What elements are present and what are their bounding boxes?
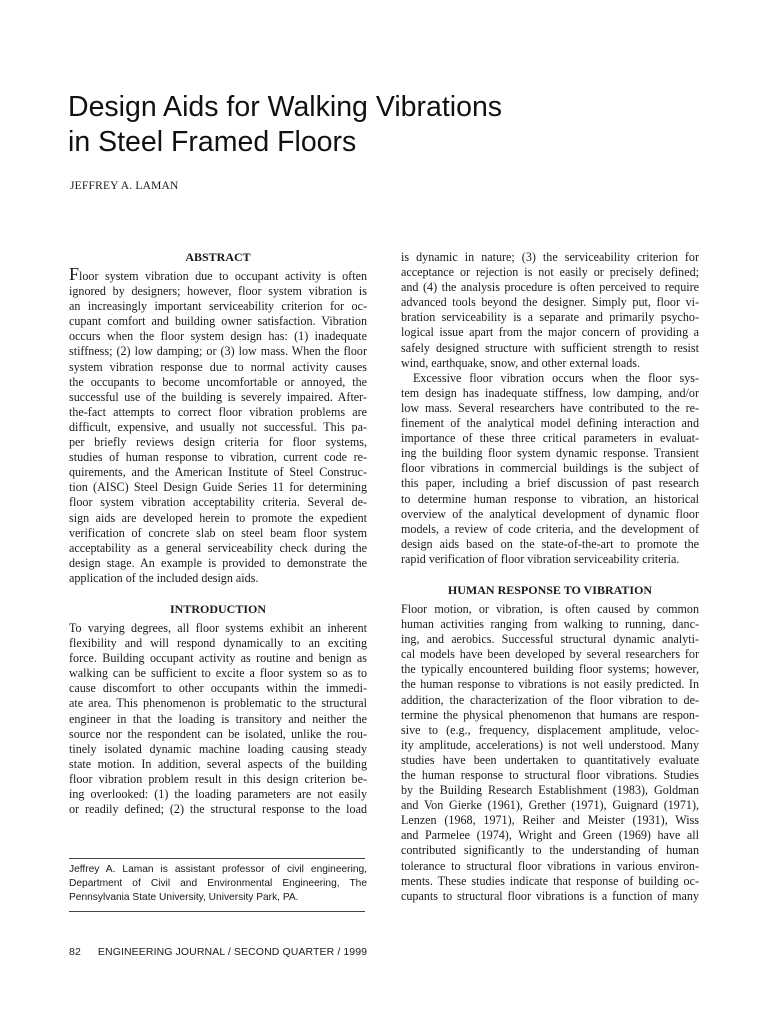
text-line: ing the building floor system dynamic response. Transient — [401, 446, 699, 461]
text-line: the-fact attempts to correct floor vibration problems are — [69, 404, 367, 419]
text-line: flexibility and will respond dynamically to an exciting — [69, 636, 367, 651]
left-column — [69, 250, 367, 817]
right-column — [401, 250, 699, 904]
author-name: JEFFREY A. LAMAN — [70, 180, 179, 192]
text-line: models, a review of code criteria, and the development of — [401, 521, 699, 536]
title-line: in Steel Framed Floors — [68, 126, 357, 158]
text-line: finement of the analytical model defining interaction and — [401, 416, 699, 431]
text-line: cupants to structural floor vibrations is a function of many — [401, 888, 699, 903]
journal-name: ENGINEERING JOURNAL / SECOND QUARTER / 1999 — [97, 946, 368, 958]
text-line: loor system vibration due to occupant activity is often — [79, 269, 367, 283]
text-line: low mass. Several researchers have contributed to the re- — [401, 400, 699, 415]
text-line: stiffness; (2) low damping; or (3) low mass. When the floor — [69, 344, 367, 359]
introduction-body — [69, 621, 367, 817]
text-line: state motion. In addition, several aspects of the building — [69, 756, 367, 771]
text-line: safely designed structure with sufficient strength to resist — [401, 340, 699, 355]
text-line: by the Building Research Establishment (1983), Goldman — [401, 783, 699, 798]
text-line: this paper, including a brief discussion of past research — [401, 476, 699, 491]
text-line: importance of these three critical parameters in evaluat- — [401, 431, 699, 446]
text-line: ignored by designers; however, floor system vibration is — [69, 284, 367, 299]
footnote-rule-top — [69, 858, 365, 859]
text-line: sign aids are developed herein to promote the expedient — [69, 510, 367, 525]
human-response-body — [401, 602, 699, 904]
text-line: acceptability as a general serviceability check during the — [69, 540, 367, 555]
title-line: Design Aids for Walking Vibrations — [68, 91, 503, 123]
text-line: successful use of the building is severely impaired. After- — [69, 389, 367, 404]
text-line: ing, and aerobics. Successful structural dynamic analyti- — [401, 632, 699, 647]
abstract-first-line — [69, 264, 367, 284]
text-line: wind, earthquake, snow, and other external loads. — [401, 355, 640, 370]
text-line: ate area. This phenomenon is problematic to the structural — [69, 696, 367, 711]
text-line: tem design has inadequate stiffness, low damping, and/or — [401, 385, 699, 400]
text-line: design aids based on the state-of-the-art to promote the — [401, 536, 699, 551]
text-line: termine the physical phenomenon that humans are respon- — [401, 707, 699, 722]
text-line: Jeffrey A. Laman is assistant professor of civil engineering, — [69, 864, 367, 875]
page-footer — [69, 946, 367, 958]
introduction-heading: INTRODUCTION — [169, 601, 266, 616]
text-line: studies of human response to vibration, current code re- — [69, 450, 367, 465]
text-line: application of the included design aids. — [69, 570, 259, 585]
text-line: ity amplitude, accelerations) is not well understood. Many — [401, 737, 699, 752]
text-line: the typically encountered building floor systems; however, — [401, 662, 699, 677]
text-line: logical issue apart from the major concern of providing a — [401, 325, 699, 340]
author-footnote — [69, 863, 367, 905]
text-line: per briefly reviews design criteria for floor systems, — [69, 435, 367, 450]
text-line: the human response to structural floor vibrations. Studies — [401, 768, 699, 782]
text-line: cause discomfort to other occupants within the immedi- — [69, 681, 367, 696]
text-line: floor vibrations in commercial buildings is the subject of — [401, 461, 699, 476]
drop-cap: F — [69, 264, 80, 284]
abstract-lines — [69, 284, 367, 586]
page-number: 82 — [69, 946, 81, 958]
text-line: and (4) the analysis procedure is often perceived to require — [401, 280, 699, 295]
text-line: Excessive floor vibration occurs when the floor sys- — [413, 370, 699, 385]
text-line: To varying degrees, all floor systems exhibit an inherent — [69, 620, 367, 635]
text-line: Pennsylvania State University, University Park, PA. — [69, 892, 299, 903]
text-line: addition, the characterization of the floor vibration to de- — [401, 692, 699, 707]
text-line: difficult, expensive, and usually not successful. This pa- — [69, 419, 367, 434]
text-line: tolerance to structural floor vibrations in various environ- — [401, 858, 699, 873]
abstract-body — [69, 264, 367, 586]
text-line: bration serviceability is a separate and primarily psycho- — [401, 310, 699, 325]
text-line: cupant comfort and building owner satisfaction. Vibration — [69, 314, 367, 329]
text-line: verification of concrete slab on steel beam floor system — [69, 525, 367, 540]
text-line: sive to (e.g., frequency, displacement amplitude, veloc- — [401, 722, 699, 737]
text-line: the human response to vibrations is not easily predicted. In — [401, 677, 699, 692]
text-line: floor system vibration acceptability criteria. Several de- — [69, 495, 367, 510]
text-line: tinely isolated dynamic machine loading causing steady — [69, 741, 367, 756]
text-line: engineer in that the loading is transitory and neither the — [69, 711, 367, 726]
footnote-rule-bottom — [69, 911, 365, 912]
text-line: quirements, and the American Institute of Steel Construc- — [69, 465, 367, 480]
text-line: and Parmelee (1974), Wright and Green (1969) have all — [401, 828, 699, 843]
text-line: ments. These studies indicate that response of building oc- — [401, 873, 699, 888]
text-line: the occupants to become uncomfortable or annoyed, the — [69, 374, 367, 389]
text-line: acceptance or rejection is not easily or precisely defined; — [401, 265, 699, 280]
text-line: ing overlooked: (1) the loading parameters are not easily — [69, 787, 367, 801]
continued-paragraph — [401, 250, 699, 371]
text-line: design stage. An example is provided to demonstrate the — [69, 555, 367, 570]
text-line: human activities ranging from walking to running, danc- — [401, 617, 699, 632]
text-line: Lenzen (1968, 1971), Reiher and Meister (1931), Wiss — [401, 813, 699, 828]
text-line: is dynamic in nature; (3) the serviceability criterion for — [401, 250, 699, 264]
text-line: source nor the respondent can be isolated, unlike the rou- — [69, 726, 367, 741]
text-line: contributed significantly to the understanding of human — [401, 843, 699, 858]
text-line: tion (AISC) Steel Design Guide Series 11 for determining — [69, 480, 367, 495]
text-line: advanced tools beyond the designer. Simply put, floor vi- — [401, 295, 699, 310]
human-response-heading: HUMAN RESPONSE TO VIBRATION — [447, 582, 653, 597]
abstract-heading: ABSTRACT — [185, 250, 251, 264]
text-line: to determine human response to vibration, an historical — [401, 491, 699, 506]
text-line: system vibration response due to normal activity causes — [69, 359, 367, 374]
text-line: Department of Civil and Environmental Engineering, The — [69, 878, 367, 889]
text-line: an increasingly important serviceability criterion for oc- — [69, 299, 367, 314]
paragraph — [401, 371, 699, 567]
text-line: rapid verification of floor vibration serviceability criteria. — [401, 551, 680, 566]
page-title — [68, 90, 708, 160]
text-line: floor vibration problem result in this design criterion be- — [69, 771, 367, 786]
text-line: cal models have been developed by several researchers for — [401, 647, 699, 662]
text-line: force. Building occupant activity as routine and benign as — [69, 651, 367, 666]
text-line: overview of the analytical development of dynamic floor — [401, 506, 699, 521]
text-line: Floor motion, or vibration, is often caused by common — [401, 601, 699, 616]
text-line: walking can be sufficient to excite a floor system so as to — [69, 666, 367, 681]
text-line: and Von Gierke (1961), Grether (1971), Guignard (1971), — [401, 798, 699, 813]
text-line: occurs when the floor system design has: (1) inadequate — [69, 329, 367, 344]
text-line: studies have been undertaken to quantitatively evaluate — [401, 752, 699, 767]
text-line: or readily defined; (2) the structural response to the load — [69, 802, 367, 817]
